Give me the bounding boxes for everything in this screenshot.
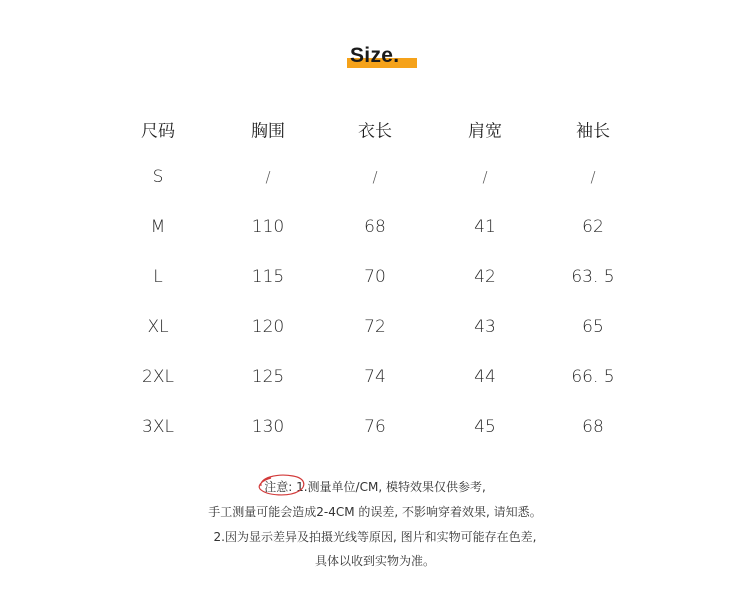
note-line-3: 2.因为显示差异及拍摄光线等原因, 图片和实物可能存在色差, [213,530,537,544]
cell-chest: 125 [251,367,285,387]
header-size: 尺码 [141,121,175,142]
cell-chest: 110 [251,217,285,237]
note-line-1-text: 1.测量单位/CM, 模特效果仅供参考, [296,480,486,494]
cell-size: XL [147,317,169,337]
note-line-1 [0,478,750,495]
cell-chest: 130 [251,417,285,437]
cell-size: M [150,217,166,237]
note-line-4: 具体以收到实物为准。 [314,554,435,568]
cell-length: 70 [364,267,386,287]
header-sleeve: 袖长 [576,121,610,142]
cell-shoulder: 45 [474,417,496,437]
cell-shoulder: / [482,168,488,186]
header-length: 衣长 [358,121,392,142]
header-chest: 胸围 [251,121,285,142]
cell-sleeve: 63. 5 [571,267,615,287]
header-shoulder: 肩宽 [468,121,502,142]
cell-sleeve: / [590,168,596,186]
cell-length: 74 [364,367,386,387]
cell-sleeve: 62 [582,217,604,237]
note-line-2: 手工测量可能会造成2-4CM 的误差, 不影响穿着效果, 请知悉。 [208,505,542,519]
cell-size: L [153,267,163,287]
cell-length: 72 [364,317,386,337]
cell-size: 3XL [142,417,174,437]
cell-chest: 120 [251,317,285,337]
title-text: Size. [350,44,400,67]
cell-length: 68 [364,217,386,237]
cell-chest: 115 [251,267,285,287]
cell-size: 2XL [142,367,174,387]
size-title [347,44,419,72]
cell-length: 76 [364,417,386,437]
cell-sleeve: 65 [582,317,604,337]
cell-length: / [372,168,378,186]
cell-sleeve: 68 [582,417,604,437]
note-prefix [264,478,292,495]
cell-size: S [152,167,164,187]
cell-chest: / [265,168,271,186]
cell-shoulder: 44 [474,367,496,387]
cell-shoulder: 42 [474,267,496,287]
note-prefix-text: 注意: [264,480,293,494]
red-circle-mark [255,472,308,498]
cell-shoulder: 41 [474,217,496,237]
cell-sleeve: 66. 5 [571,367,615,387]
cell-shoulder: 43 [474,317,496,337]
